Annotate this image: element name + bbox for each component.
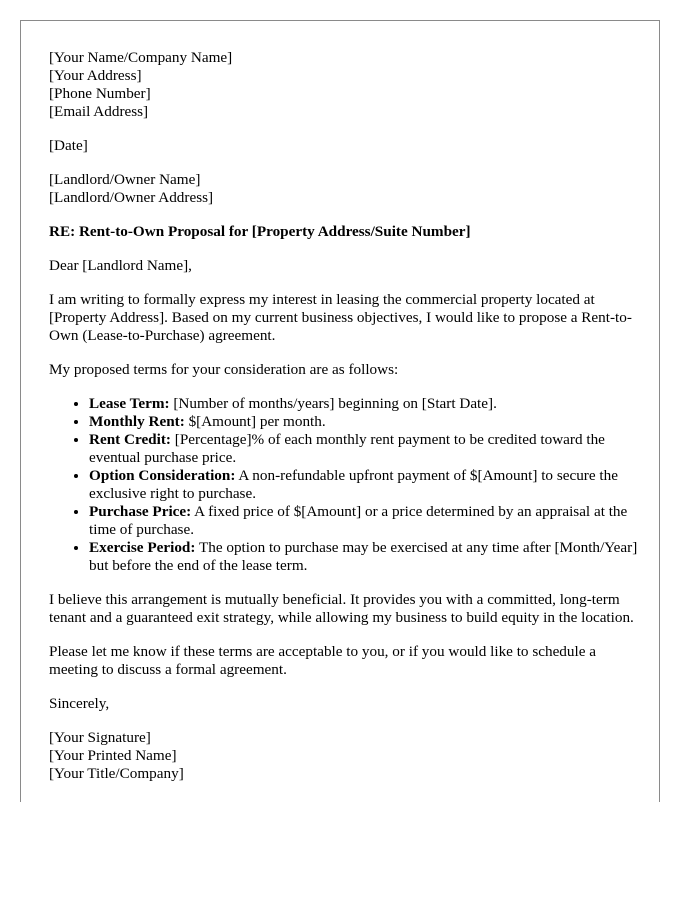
sender-address: [Your Address]	[49, 67, 142, 84]
terms-intro-paragraph: My proposed terms for your consideration are as follows:	[49, 361, 399, 378]
sender-block	[49, 49, 639, 121]
term-label: Exercise Period:	[89, 539, 196, 556]
sender-email: [Email Address]	[49, 103, 149, 120]
signature-block	[49, 729, 639, 783]
recipient-block	[49, 171, 639, 207]
letter-content	[49, 49, 639, 783]
term-text: [Number of months/years] beginning on [Start Date].	[169, 395, 497, 412]
salutation: Dear [Landlord Name],	[49, 257, 192, 274]
list-item	[89, 539, 639, 575]
list-item	[89, 467, 639, 503]
letter-page	[20, 20, 660, 802]
printed-name: [Your Printed Name]	[49, 747, 177, 764]
intro-paragraph: I am writing to formally express my interest in leasing the commercial property located at [Property Address]. Based on my current business objectives, I would like to propose a Rent-to-Own (Lease-to-Purchase) agreement.	[49, 291, 632, 344]
term-text: $[Amount] per month.	[184, 413, 326, 430]
sender-phone: [Phone Number]	[49, 85, 151, 102]
date-block	[49, 137, 639, 155]
list-item	[89, 431, 639, 467]
letter-date: [Date]	[49, 137, 88, 154]
term-label: Lease Term:	[89, 395, 170, 412]
term-text: The option to purchase may be exercised at any time after [Month/Year] but before the end of the lease term.	[89, 539, 638, 574]
term-text: A fixed price of $[Amount] or a price determined by an appraisal at the time of purchase.	[89, 503, 628, 538]
recipient-address: [Landlord/Owner Address]	[49, 189, 214, 206]
terms-list	[49, 395, 639, 575]
term-text: A non-refundable upfront payment of $[Amount] to secure the exclusive right to purchase.	[89, 467, 618, 502]
signer-title: [Your Title/Company]	[49, 765, 184, 782]
term-label: Option Consideration:	[89, 467, 236, 484]
list-item	[89, 503, 639, 539]
recipient-name: [Landlord/Owner Name]	[49, 171, 201, 188]
benefit-paragraph: I believe this arrangement is mutually beneficial. It provides you with a committed, long-term tenant and a guaranteed exit strategy, while allowing my business to build equity in the location.	[49, 591, 634, 626]
closing-request-paragraph: Please let me know if these terms are acceptable to you, or if you would like to schedule a meeting to discuss a formal agreement.	[49, 643, 596, 678]
term-label: Monthly Rent:	[89, 413, 185, 430]
term-label: Rent Credit:	[89, 431, 171, 448]
term-label: Purchase Price:	[89, 503, 192, 520]
term-text: [Percentage]% of each monthly rent payment to be credited toward the eventual purchase price.	[89, 431, 605, 466]
list-item	[89, 395, 639, 413]
list-item	[89, 413, 639, 431]
sender-name: [Your Name/Company Name]	[49, 49, 233, 66]
signature: [Your Signature]	[49, 729, 151, 746]
closing: Sincerely,	[49, 695, 110, 712]
subject-line: RE: Rent-to-Own Proposal for [Property Address/Suite Number]	[49, 223, 471, 240]
